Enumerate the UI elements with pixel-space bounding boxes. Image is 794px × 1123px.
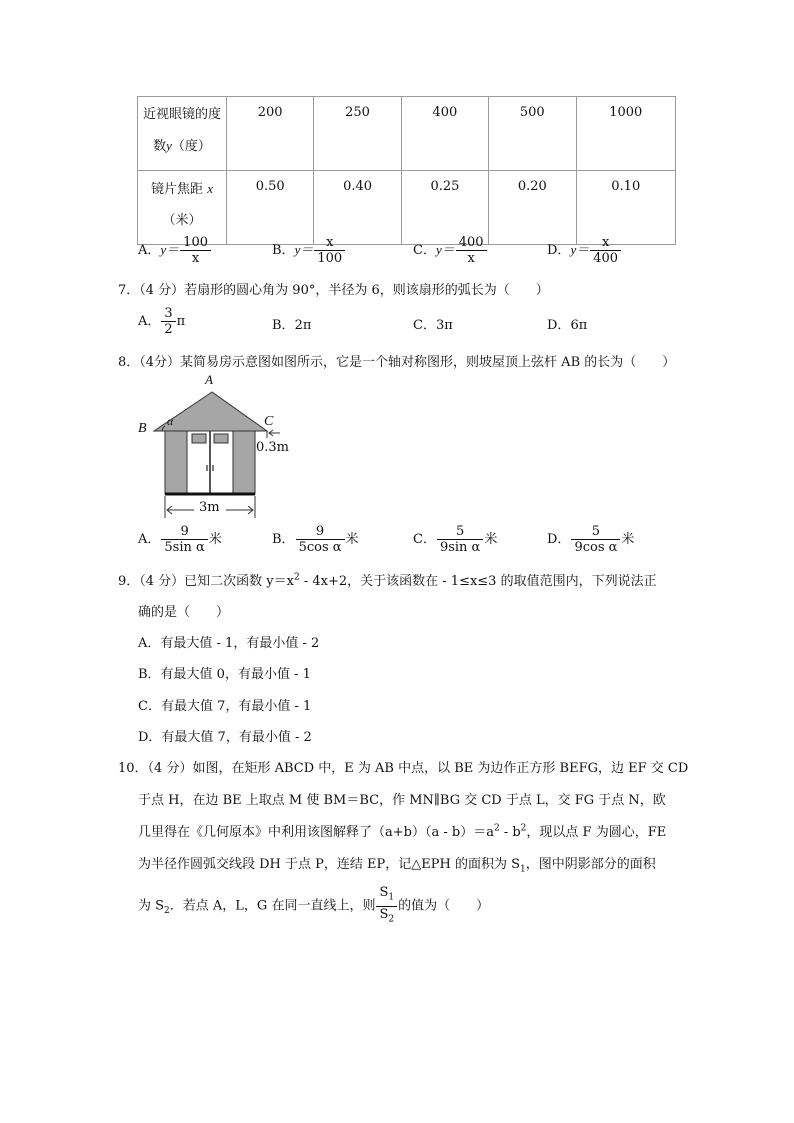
numerator: x — [590, 235, 621, 251]
denominator: x — [191, 251, 200, 266]
table-cell: 0.40 — [314, 171, 401, 245]
stem-text: 为半径作圆弧交线段 DH 于点 P，连结 EP，记△EPH 的面积为 S — [138, 857, 521, 872]
option-suffix: 米 — [621, 532, 635, 547]
ratio-fraction — [376, 885, 397, 927]
fraction — [180, 235, 211, 266]
option-label: A． — [138, 532, 161, 547]
fraction — [161, 306, 175, 337]
option-lhs: y＝ — [160, 242, 180, 257]
table-cell: 0.25 — [401, 171, 488, 245]
option-label: B． — [272, 243, 295, 258]
exponent: 2 — [520, 823, 527, 834]
option-label: A． — [138, 243, 161, 258]
fraction — [296, 524, 345, 555]
q7-option-d[interactable] — [547, 314, 587, 333]
denominator: x — [467, 251, 475, 266]
option-text: 6π — [570, 318, 588, 333]
numerator-text: S — [379, 885, 389, 900]
header-text: （度） — [171, 139, 211, 154]
denominator: 9sin α — [439, 540, 481, 555]
numerator: x — [314, 235, 345, 251]
option-suffix: π — [176, 314, 186, 329]
option-label: B． — [272, 532, 295, 547]
stem-text: - 4x+2，关于该函数在 - 1≤x≤3 的取值范围内，下列说法正 — [299, 574, 657, 589]
fraction — [571, 524, 620, 555]
fraction — [437, 524, 483, 555]
stem-text: 为 S — [138, 898, 165, 914]
numerator: 5 — [437, 524, 483, 540]
q9-option-d[interactable]: D．有最大值 7，有最小值 - 2 — [138, 730, 312, 745]
header-var: y — [166, 138, 172, 153]
option-label: A． — [138, 314, 161, 329]
stem-text: ，图中阴影部分的面积 — [525, 857, 656, 872]
q7-option-a[interactable] — [138, 306, 185, 337]
q7-stem: 7．（4 分）若扇形的圆心角为 90°，半径为 6，则该扇形的弧长为（ ） — [118, 283, 549, 298]
denominator: 5sin α — [164, 540, 205, 555]
q9-stem-line2: 确的是（ ） — [138, 605, 230, 620]
lens-data-table — [137, 96, 676, 245]
q8-option-d[interactable] — [547, 524, 634, 555]
header-text: 镜片焦距 — [151, 182, 204, 197]
stem-text: - b — [499, 825, 521, 840]
denominator: 100 — [317, 251, 343, 266]
option-label: C． — [413, 243, 436, 258]
exponent: 2 — [493, 823, 500, 834]
q8-option-c[interactable] — [413, 524, 497, 555]
table-cell: 250 — [314, 97, 401, 171]
table-cell: 1000 — [576, 97, 676, 171]
denominator: 2 — [161, 321, 175, 337]
denominator: 400 — [593, 251, 619, 266]
table-cell: 0.50 — [227, 171, 314, 245]
denominator-text: S — [379, 906, 389, 922]
option-text: 2π — [294, 318, 312, 333]
subscript: 2 — [164, 906, 170, 917]
header-text: 近视眼镜的度 — [142, 107, 221, 122]
table-cell: 400 — [401, 97, 488, 171]
denominator — [376, 907, 397, 928]
numerator — [376, 885, 397, 907]
option-label: D． — [547, 318, 571, 333]
header-text: （米） — [162, 213, 202, 228]
table-row — [138, 171, 676, 245]
label-a: A — [205, 372, 213, 387]
q7-option-c[interactable] — [413, 314, 453, 333]
option-suffix: 米 — [345, 532, 359, 547]
option-suffix: 米 — [208, 532, 222, 547]
option-lhs: y＝ — [435, 242, 455, 257]
numerator: 5 — [571, 524, 620, 540]
label-width: 3m — [199, 500, 220, 515]
stem-text: 9．（4 分）已知二次函数 y＝x — [118, 574, 294, 589]
stem-text: ，现以点 F 为圆心，FE — [526, 825, 667, 840]
table-cell: 200 — [227, 97, 314, 171]
table-cell: 0.20 — [489, 171, 576, 245]
option-label: C． — [413, 532, 436, 547]
stem-text: ．若点 A，L，G 在同一直线上，则 — [169, 898, 376, 914]
label-eave: 0.3m — [256, 440, 290, 455]
q8-stem: 8．（4分）某简易房示意图如图所示，它是一个轴对称图形，则坡屋顶上弦杆 AB 的长为（ ） — [118, 355, 676, 370]
exponent: 2 — [293, 572, 300, 583]
door-window-right — [214, 434, 228, 443]
q9-option-c[interactable]: C．有最大值 7，有最小值 - 1 — [138, 699, 312, 714]
q8-option-a[interactable] — [138, 524, 222, 555]
subscript: 2 — [388, 914, 395, 925]
q10-stem-line2: 于点 H，在边 BE 上取点 M 使 BM＝BC，作 MN∥BG 交 CD 于点 L，交 FG 于点 N，欧 — [138, 793, 666, 808]
denominator: 9cos α — [574, 540, 618, 555]
fraction — [314, 235, 345, 266]
table-cell: 500 — [489, 97, 576, 171]
subscript: 1 — [520, 864, 526, 875]
option-label: C． — [413, 318, 436, 333]
door-window-left — [192, 434, 206, 443]
table-cell: 0.10 — [576, 171, 676, 245]
table-row — [138, 97, 676, 171]
label-b: B — [138, 421, 147, 436]
q6-option-d[interactable] — [547, 235, 622, 266]
subscript: 1 — [388, 892, 395, 903]
option-suffix: 米 — [484, 532, 498, 547]
numerator: 9 — [296, 524, 345, 540]
q10-stem-line1: 10．（4 分）如图，在矩形 ABCD 中，E 为 AB 中点，以 BE 为边作正方形 BEFG，边 EF 交 CD — [118, 761, 689, 776]
q9-option-a[interactable]: A．有最大值 - 1，有最小值 - 2 — [138, 636, 320, 651]
q9-option-b[interactable]: B．有最大值 0，有最小值 - 1 — [138, 667, 311, 682]
q10-stem-line3 — [138, 821, 666, 840]
q6-option-c[interactable] — [413, 235, 488, 266]
option-label: B． — [272, 318, 295, 333]
denominator: 5cos α — [298, 540, 342, 555]
numerator: 100 — [180, 235, 211, 251]
numerator: 400 — [456, 235, 487, 251]
q6-option-a[interactable] — [138, 235, 212, 266]
q8-option-b[interactable] — [272, 524, 359, 555]
label-alpha: α — [167, 414, 174, 428]
q9-stem-line1 — [118, 570, 657, 589]
stem-text: 的值为（ ） — [398, 898, 490, 914]
option-lhs: y＝ — [294, 242, 314, 257]
fraction — [590, 235, 621, 266]
option-text: 3π — [435, 318, 453, 333]
header-var: x — [207, 181, 213, 196]
option-label: D． — [547, 532, 571, 547]
label-c: C — [264, 414, 274, 429]
option-label: D． — [547, 243, 571, 258]
fraction — [456, 235, 487, 266]
q10-stem-line4 — [138, 853, 656, 875]
numerator: 3 — [164, 306, 173, 321]
q10-stem-line5 — [138, 885, 489, 927]
q6-option-b[interactable] — [272, 235, 346, 266]
option-lhs: y＝ — [570, 242, 590, 257]
table-header-focal — [138, 171, 227, 245]
stem-text: 几里得在《几何原本》中利用该图解释了（a+b）（a - b）＝a — [138, 825, 494, 840]
q7-option-b[interactable] — [272, 314, 311, 333]
fraction — [161, 524, 207, 555]
table-header-degree — [138, 97, 227, 171]
header-text: 数 — [153, 139, 167, 154]
numerator: 9 — [161, 524, 207, 540]
